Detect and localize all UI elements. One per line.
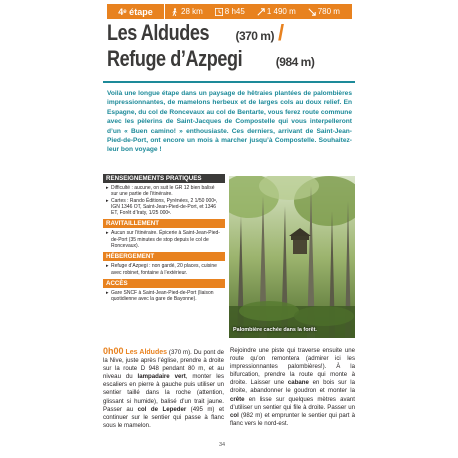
list-item: ▸ Gare SNCF à Saint-Jean-Pied-de-Port (liaison quotidienne avec la gare de Bayonne). bbox=[106, 289, 214, 303]
title-divider bbox=[103, 81, 355, 83]
title-start: Les Aldudes bbox=[107, 20, 210, 45]
list-item: ▸ Cartes : Rando Éditions, Pyrénées, 2 1/50 000ᵉ, IGN 1346 OT, Saint-Jean-Pied-de-Port, et 1346 ET, Forêt d’Iraty, 1/25 000ᵉ. bbox=[106, 197, 218, 217]
bullet-icon: ▸ bbox=[106, 289, 109, 296]
ascent-value: 1 490 m bbox=[266, 7, 296, 16]
time-marker: 0h00 bbox=[103, 346, 124, 356]
forest-image bbox=[229, 176, 355, 338]
descent-value: 780 m bbox=[317, 7, 340, 16]
list-item: ▸ Refuge d’Azpegi : non gardé, 20 places, cuisine avec robinet, fontaine à l’extérieur. bbox=[106, 263, 217, 276]
title-line-2 bbox=[107, 48, 314, 70]
bullet-icon: ▸ bbox=[106, 197, 109, 204]
info-box-title: RENSEIGNEMENTS PRATIQUES bbox=[103, 174, 225, 183]
page-number: 34 bbox=[219, 442, 226, 448]
list-item: ▸ Difficulté : aucune, on suit le GR 12 bien balisé sur une partie de l’itinéraire. bbox=[106, 185, 215, 198]
bullet-icon: ▸ bbox=[106, 230, 109, 237]
body-column-1: 0h00 Les Aldudes (370 m). Du pont de la Nive, juste après l’église, prendre à droite sur la route D 948 pendant 80 m, et au niveau du lampadaire vert, monter les escaliers en pierre à gauche puis utiliser un sentier taillé dans la roche (attention, glissant si humide), balisé d’un trait jaune. Passer au col de Lepeder (495 m) et continuer sur le sentier qui passe à flanc sous le mamelon. bbox=[103, 346, 224, 429]
ascent-icon bbox=[257, 8, 265, 16]
distance-stat bbox=[165, 4, 209, 19]
title-line-1 bbox=[107, 22, 284, 44]
bullet-icon: ▸ bbox=[106, 185, 109, 191]
stage-header-bar bbox=[107, 4, 352, 19]
info-general-section bbox=[103, 183, 225, 219]
photo-caption: Palombière cachée dans la forêt. bbox=[233, 327, 317, 333]
ascent-stat bbox=[251, 4, 302, 19]
section-title-access: ACCÈS bbox=[103, 279, 225, 288]
walker-icon bbox=[171, 8, 179, 16]
intro-paragraph: Voilà une longue étape dans un paysage de hêtraies plantées de palombières impressionnantes, de mamelons herbeux et de larges cols au doux relief. En Espagne, du col de Roncevaux au col de Bentarte, vous ferez route commune avec les pèlerins de Saint-Jacques de Compostelle qui vous interpelleront d’un « Buen camino! » enthousiaste. Ces derniers, arrivant de Saint-Jean-Pied-de-Port, ont encore un mois à marcher jusqu’à Compostelle. Souhaitez-leur bon voyage ! bbox=[107, 90, 352, 154]
forest-photo bbox=[229, 176, 355, 338]
distance-value: 28 km bbox=[181, 7, 203, 16]
title-end: Refuge d’Azpegi bbox=[107, 46, 243, 71]
title-start-altitude: (370 m) bbox=[235, 29, 274, 43]
duration-value: 8 h45 bbox=[224, 7, 245, 16]
title-slash: / bbox=[277, 20, 284, 45]
clock-icon bbox=[215, 8, 223, 16]
supply-section bbox=[103, 228, 225, 252]
stage-label: 4ᵉ étape bbox=[107, 4, 165, 19]
list-item: ▸ Aucun sur l’itinéraire. Épicerie à Saint-Jean-Pied-de-Port (35 minutes de stop depuis le col de Roncevaux). bbox=[106, 230, 220, 250]
section-title-supply: RAVITAILLEMENT bbox=[103, 219, 225, 228]
lodging-section bbox=[103, 261, 225, 279]
duration-stat bbox=[209, 4, 251, 19]
descent-icon bbox=[308, 8, 316, 16]
place-name: Les Aldudes bbox=[125, 349, 168, 356]
body-column-2: Rejoindre une piste qui traverse ensuite une route qu’on remontera (admirer ici les impressionnantes palombières!). À la bifurcation, prendre la route qui monte à droite. Laisser une cabane en bois sur la droite, abandonner le goudron et monter la crête en lisse sur quelques mètres avant d’utiliser un sentier qui file à droite. Passer un col (982 m) et emprunter le sentier qui part à flanc vers le nord-est. bbox=[230, 347, 355, 427]
practical-info-box bbox=[103, 174, 225, 337]
descent-stat bbox=[302, 4, 346, 19]
title-end-altitude: (984 m) bbox=[275, 55, 315, 69]
access-section bbox=[103, 288, 225, 306]
section-title-lodging: HÉBERGEMENT bbox=[103, 252, 225, 261]
bullet-icon: ▸ bbox=[106, 263, 109, 270]
